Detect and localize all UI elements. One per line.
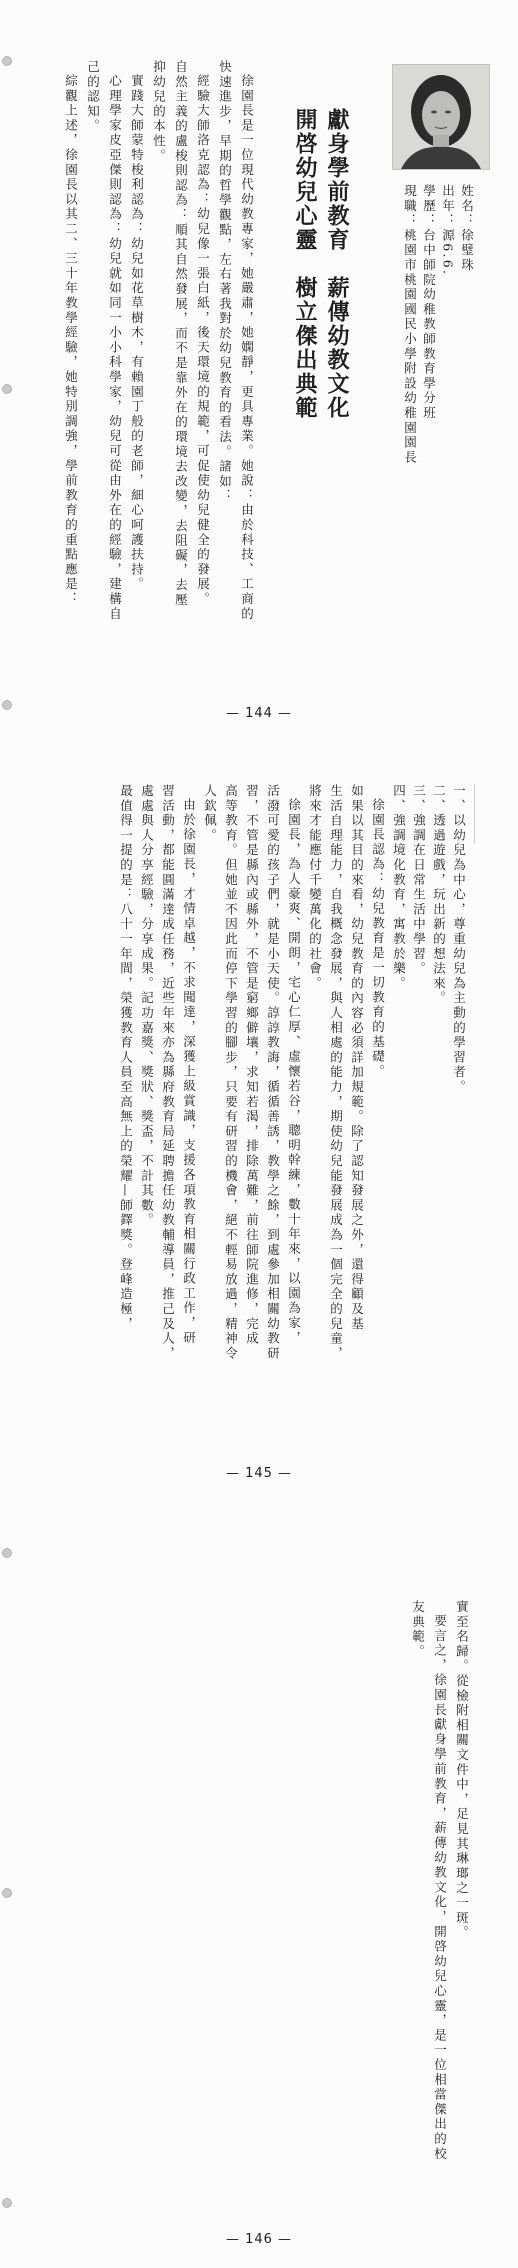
page-number: — 145 — [225, 1466, 293, 1481]
page-144 [0, 0, 518, 744]
body-line: 徐園長是一位現代幼教專家，她嚴肅，她嫻靜，更具專業。她說：由於科技、工商的 [239, 74, 255, 622]
body-line: 人欽佩。 [202, 784, 218, 844]
body-line: 四、強調境化教育，寓教於樂。 [391, 784, 407, 992]
profile-birth: 出年：源6.6. [440, 184, 456, 277]
body-line: 綜觀上述，徐園長以其二、三十年教學經驗，她特別調強，學前教育的重點應是： [63, 74, 79, 607]
body-line: 徐園長，為人豪爽、開朗，宅心仁厚、虛懷若谷，聰明幹練，數十年來，以園為家， [286, 798, 302, 1346]
body-line: 習，不管是縣內或縣外，不管是窮鄉僻壤，求知若渴，排除萬難，前往師院進修，完成 [244, 784, 260, 1347]
article-title-line-2: 開啓幼兒心靈 樹立傑出典範 [292, 108, 318, 420]
punch-hole [2, 1888, 12, 1898]
body-line: 實至名歸。從檢附相關文件中，足見其琳瑯之一斑。 [454, 1600, 470, 1941]
body-line: 活潑可愛的孩子們，就是小天使。諄諄教誨，循循善誘，教學之餘，到處參加相關幼教研 [265, 784, 281, 1362]
body-line: 實踐大師蒙特梭利認為：幼兒如花草樹木，有賴園丁般的老師，細心呵護扶持。 [129, 74, 145, 592]
body-line: 生活自理能力，自我概念發展，與人相處的能力，期使幼兒能發展成為一個完全的兒童， [328, 784, 344, 1362]
body-line: 如果以其目的來看，幼兒教育的內容必須詳加規範。除了認知發展之外，還得顧及基 [349, 784, 365, 1332]
page-number: — 144 — [225, 706, 293, 721]
article-title-line-1: 獻身學前教育 薪傳幼教文化 [324, 108, 350, 420]
body-line: 要言之，徐園長獻身學前教育，薪傳幼教文化，開啓幼兒心靈，是一位相當傑出的校 [432, 1614, 448, 2162]
body-line: 習活動，都能圓滿達成任務，近些年來亦為縣府教育局延聘擔任幼教輔導員，推己及人， [160, 784, 176, 1362]
body-line: 二、透過遊戲，玩出新的想法來。 [431, 784, 447, 1006]
body-line: 處處與人分享經驗，分享成果。記功嘉獎、獎狀、獎盃，不計其數。 [139, 784, 155, 1228]
body-line: 經驗大師洛克認為：幼兒像一張白紙，後天環境的規範，可促使幼兒健全的發展。 [195, 74, 211, 607]
profile-name: 姓名：徐璧珠 [459, 184, 475, 273]
body-line: 自然主義的盧梭則認為：順其自然發展，而不是靠外在的環境去改變，去阻礙，去壓 [173, 60, 189, 608]
page-number: — 146 — [225, 2232, 293, 2247]
body-line: 三、強調在日常生活中學習。 [411, 784, 427, 977]
punch-hole [2, 1548, 12, 1558]
profile-education: 學歷：台中師院幼稚教師教育學分班 [421, 184, 437, 421]
body-line: 友典範。 [410, 1600, 426, 1660]
body-line: 己的認知。 [85, 60, 101, 134]
body-line: 一、以幼兒為中心，尊重幼兒為主動的學習者。 [451, 784, 467, 1095]
body-line: 由於徐園長，才情卓越，不求聞達，深獲上級賞識，支援各項教育相關行政工作，研 [181, 798, 197, 1346]
page-145 [0, 744, 518, 1508]
body-line: 徐園長認為：幼兒教育是一切教育的基礎。 [370, 798, 386, 1080]
body-line: 最值得一提的是：八十一年間，榮獲教育人員至高無上的榮耀—師鐸獎。登峰造極， [118, 784, 134, 1332]
body-line: 高等教育。但她並不因此而停下學習的腳步，只要有研習的機會，絕不輕易放過，精神令 [223, 784, 239, 1362]
body-line: 將來才能應付千變萬化的社會。 [307, 784, 323, 992]
punch-hole [2, 384, 12, 394]
punch-hole [2, 2198, 12, 2208]
scan-mark [474, 784, 475, 844]
profile-current-job: 現職：桃園市桃園國民小學附設幼稚園園長 [402, 184, 418, 466]
body-line: 快速進步，早期的哲學觀點，左右著我對於幼兒教育的看法。諸如： [217, 60, 233, 504]
author-photo [392, 64, 490, 170]
punch-hole [2, 56, 12, 66]
body-line: 抑幼兒的本性。 [151, 60, 167, 164]
page-146 [0, 1508, 518, 2268]
body-line: 心理學家皮亞傑則認為：幼兒就如同一小小科學家，幼兒可從由外在的經驗，建構自 [107, 74, 123, 622]
